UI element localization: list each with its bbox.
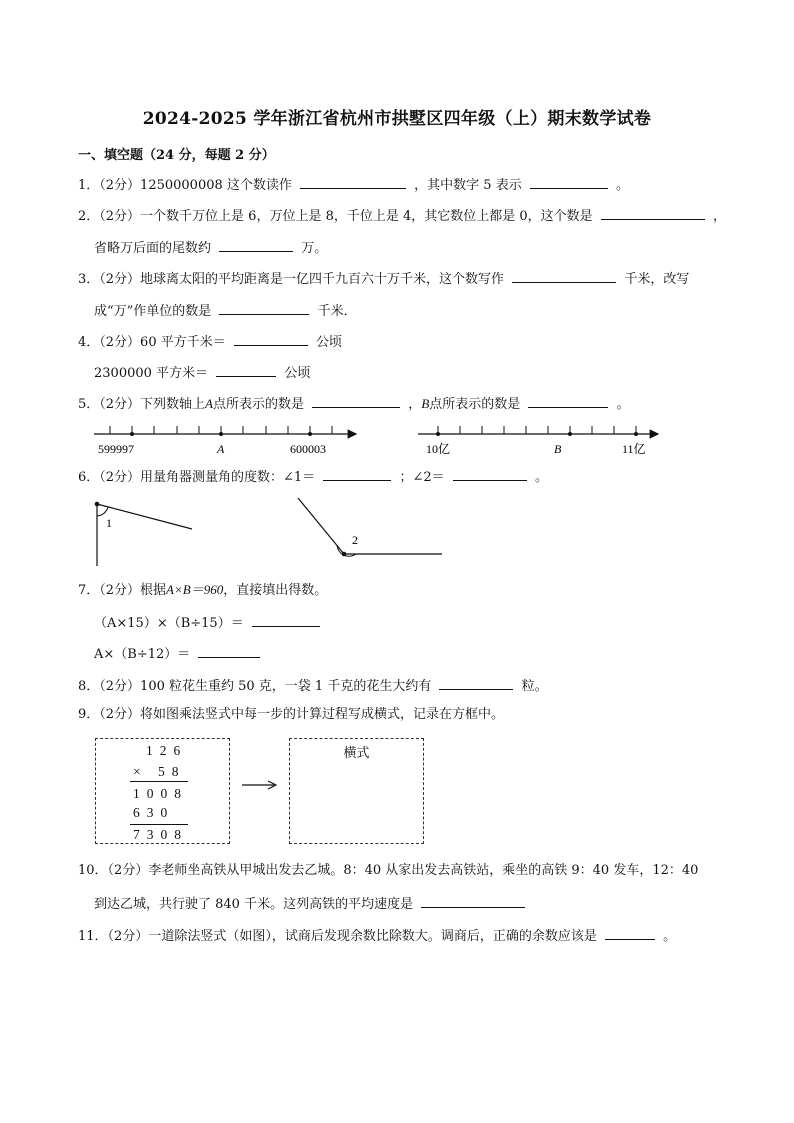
- vertical-row-5: 7308: [133, 827, 188, 842]
- q10-text: 10．（2分）李老师坐高铁从甲城出发去乙城。8：40 从家出发去高铁站，乘坐的高铁 9：40 发车，12：40: [78, 863, 699, 878]
- vertical-row-4: 630: [133, 805, 175, 820]
- q4-text-3: 2300000 平方米＝: [94, 366, 209, 381]
- angle-1-diagram: [86, 496, 206, 570]
- q5-blank-2[interactable]: [528, 393, 608, 408]
- q2-blank-2[interactable]: [219, 237, 293, 252]
- q5-blank-1[interactable]: [312, 393, 400, 408]
- q1-text-2: ，其中数字 5 表示: [414, 178, 522, 193]
- question-2-cont: [94, 237, 327, 258]
- section-heading: 一、填空题（24 分，每题 2 分）: [78, 148, 275, 163]
- q6-blank-2[interactable]: [453, 466, 527, 481]
- q1-text-3: 。: [616, 178, 630, 193]
- question-1: [78, 174, 629, 195]
- q8-text: 8．（2分）100 粒花生重约 50 克，一袋 1 千克的花生大约有: [78, 679, 432, 694]
- question-4: [78, 331, 342, 352]
- vertical-row-2: × 58: [133, 764, 186, 779]
- question-11: [78, 925, 676, 946]
- q5-text-2: 点所表示的数是: [213, 397, 305, 412]
- q7-expression: A×B＝960: [166, 582, 224, 597]
- arrow-right-icon: [240, 778, 280, 792]
- axis2-left-label: 10亿: [426, 442, 451, 456]
- q5-text: 5．（2分）下列数轴上: [78, 397, 206, 412]
- question-7-line-2: [94, 643, 264, 664]
- question-10: [78, 862, 698, 880]
- q3-text-3: 成“万”作单位的数是: [94, 304, 212, 319]
- q5-text-3: ，: [408, 397, 422, 412]
- axis1-right-label: 600003: [290, 442, 326, 456]
- vertical-rule-1: [130, 781, 188, 782]
- q7-expr-2: A×（B÷12）＝: [94, 647, 191, 662]
- angle-2-label: 2: [352, 533, 358, 547]
- vertical-row-3: 1008: [133, 786, 188, 801]
- q3-text-2: 千米，改写: [624, 272, 690, 287]
- q7-blank-1[interactable]: [252, 612, 320, 627]
- vertical-row-1: 126: [146, 743, 188, 758]
- q3-text-4: 千米．: [317, 304, 357, 319]
- q5-point-a: A: [205, 396, 213, 411]
- q9-text: 9．（2分）将如图乘法竖式中每一步的计算过程写成横式，记录在方框中。: [78, 707, 505, 722]
- angle-2-diagram: [294, 494, 454, 564]
- q6-text: 6．（2分）用量角器测量角的度数：∠1＝: [78, 470, 316, 485]
- q4-text-2: 公顷: [316, 335, 343, 350]
- q5-text-4: 点所表示的数是: [429, 397, 521, 412]
- q3-blank-1[interactable]: [512, 268, 616, 283]
- q4-blank-2[interactable]: [216, 362, 276, 377]
- q4-blank-1[interactable]: [234, 331, 308, 346]
- q6-blank-1[interactable]: [323, 466, 391, 481]
- number-line-1: [90, 420, 370, 460]
- q8-blank[interactable]: [439, 675, 513, 690]
- q1-blank-2[interactable]: [530, 174, 608, 189]
- q7-text: 7．（2分）根据: [78, 583, 167, 598]
- q10-text-2: 到达乙城，共行驶了 840 千米。这列高铁的平均速度是: [94, 897, 414, 912]
- q8-text-2: 粒。: [521, 679, 548, 694]
- q5-text-5: 。: [616, 397, 630, 412]
- question-4-cont: [94, 362, 310, 383]
- axis1-point-a: A: [217, 442, 225, 456]
- q1-blank-1[interactable]: [300, 174, 406, 189]
- question-8: [78, 675, 548, 696]
- q4-text: 4．（2分）60 平方千米＝: [78, 335, 226, 350]
- q2-text-4: 万。: [301, 241, 328, 256]
- q7-blank-2[interactable]: [198, 643, 260, 658]
- q7-text-2: ，直接填出得数。: [223, 583, 328, 598]
- question-7-line-1: [94, 612, 324, 633]
- q7-expr-1: （A×15）×（B÷15）＝: [94, 616, 244, 631]
- q6-text-2: ；∠2＝: [399, 470, 445, 485]
- q2-blank-1[interactable]: [601, 205, 705, 220]
- question-3: [78, 268, 689, 289]
- question-5: [78, 393, 630, 414]
- q5-point-b: B: [421, 396, 430, 411]
- angle-1-label: 1: [106, 516, 112, 530]
- answer-box-label: 横式: [343, 746, 370, 761]
- q3-blank-2[interactable]: [219, 300, 309, 315]
- q11-text-2: 。: [663, 929, 677, 944]
- axis2-point-b: B: [554, 442, 562, 456]
- q10-blank[interactable]: [421, 893, 525, 908]
- question-9: [78, 706, 504, 724]
- axis2-right-label: 11亿: [622, 442, 646, 456]
- q6-text-3: 。: [534, 470, 548, 485]
- axis1-left-label: 599997: [98, 442, 134, 456]
- q2-text-3: 省略万后面的尾数约: [94, 241, 212, 256]
- page-title: 2024-2025 学年浙江省杭州市拱墅区四年级（上）期末数学试卷: [142, 109, 652, 129]
- q3-text: 3．（2分）地球离太阳的平均距离是一亿四千九百六十万千米，这个数写作: [78, 272, 505, 287]
- q2-text-2: ，: [712, 209, 726, 224]
- q11-blank[interactable]: [605, 925, 655, 940]
- question-7: [78, 581, 327, 600]
- question-6: [78, 466, 548, 487]
- question-3-cont: [94, 300, 357, 321]
- q2-text: 2．（2分）一个数千万位上是 6，万位上是 8，千位上是 4，其它数位上都是 0，这个数是: [78, 209, 593, 224]
- question-10-cont: [94, 893, 529, 914]
- number-line-2: [414, 420, 664, 460]
- q11-text: 11．（2分）一道除法竖式（如图），试商后发现余数比除数大。调商后，正确的余数应该是: [78, 929, 597, 944]
- q4-text-4: 公顷: [284, 366, 311, 381]
- question-2: [78, 205, 726, 226]
- q1-text: 1．（2分）1250000008 这个数读作: [78, 178, 292, 193]
